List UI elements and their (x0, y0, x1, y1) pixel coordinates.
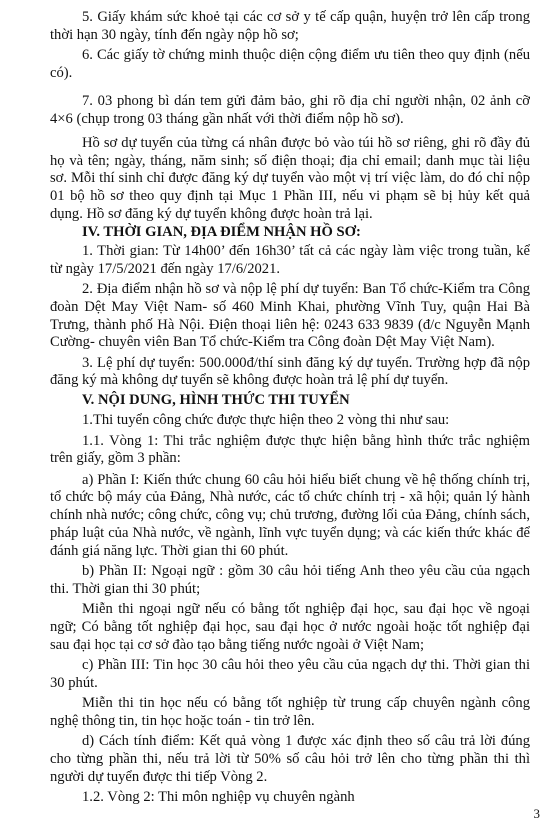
para-dia-diem-line-2: đoàn Dệt May Việt Nam- số 460 Minh Khai, phường Vĩnh Tuy, quận Hai Bà (50, 298, 530, 315)
para-le-phi-line-1: 3. Lệ phí dự tuyển: 500.000đ/thí sinh đăng ký dự tuyển. Trường hợp đã nộp (82, 354, 530, 371)
para-hoso-line-2: họ và tên; ngày, tháng, năm sinh; số điện thoại; địa chỉ email; danh mục tài liệu (50, 152, 530, 169)
para-thoi-gian-line-1: 1. Thời gian: Từ 14h00’ đến 16h30’ tất cả các ngày làm việc trong tuần, kể (82, 243, 530, 259)
para-dia-diem-line-3: Trưng, thành phố Hà Nội. Điện thoại liên hệ: 0243 633 9839 (đ/c Nguyễn Mạnh (50, 316, 530, 333)
para-mien-nn-line-2: ngữ; Có bằng tốt nghiệp đại học, sau đại học ở nước ngoài hoặc tốt nghiệp đại (50, 618, 530, 635)
para-phan-3-line-2: 30 phút. (50, 674, 98, 691)
para-vong-1-line-1: 1.1. Vòng 1: Thi trắc nghiệm được thực hiện bằng hình thức trắc nghiệm (82, 432, 530, 449)
para-item-5-line-2: thời hạn 30 ngày, tính đến ngày nộp hồ sơ; (50, 26, 299, 43)
para-phan-1-line-2: tổ chức bộ máy của Đảng, Nhà nước, các tổ chức chính trị - xã hội; quản lý hành (50, 489, 530, 506)
para-phan-1-line-1: a) Phần I: Kiến thức chung 60 câu hỏi hiểu biết chung về hệ thống chính trị, (82, 471, 530, 488)
para-dia-diem-line-1: 2. Địa điểm nhận hồ sơ và nộp lệ phí dự tuyển: Ban Tổ chức-Kiểm tra Công (82, 281, 530, 298)
para-hoso-line-3: sơ. Mỗi thí sinh chỉ được đăng ký dự tuyển vào một vị trí việc làm, do đó chỉ nộp (50, 170, 530, 187)
para-dia-diem-line-4: Cường- chuyên viên Ban Tổ chức-Kiểm tra Công đoàn Dệt May Việt Nam). (50, 334, 495, 351)
para-item-6-line-1: 6. Các giấy tờ chứng minh thuộc diện cộng điểm ưu tiên theo quy định (nếu (82, 47, 530, 64)
page-number: 3 (533, 806, 540, 821)
para-mien-th-line-1: Miễn thi tin học nếu có bằng tốt nghiệp từ trung cấp chuyên ngành công (82, 695, 530, 711)
para-phan-1-line-4: pháp luật của Nhà nước, về ngành, lĩnh vực tuyển dụng; và các kiến thức khác để (50, 524, 530, 541)
para-item-6-line-2: có). (50, 64, 73, 81)
section-heading-v: V. NỘI DUNG, HÌNH THỨC THI TUYỂN (82, 391, 350, 408)
para-phan-2-line-2: thi. Thời gian thi 30 phút; (50, 580, 201, 597)
para-item-7-line-2: 4×6 (chụp trong 03 tháng gần nhất với thời điểm nộp hồ sơ). (50, 110, 404, 127)
para-phan-2-line-1: b) Phần II: Ngoại ngữ : gồm 30 câu hỏi tiếng Anh theo yêu cầu của ngạch (82, 563, 530, 579)
para-vong-1-line-2: trên giấy, gồm 3 phần: (50, 450, 181, 467)
para-item-7-line-1: 7. 03 phong bì dán tem gửi đảm bảo, ghi rõ địa chỉ người nhận, 02 ảnh cỡ (82, 93, 530, 110)
para-le-phi-line-2: đăng ký mà không dự tuyển sẽ không được hoàn trả lệ phí dự tuyển. (50, 372, 449, 389)
para-hoso-line-4: 01 bộ hồ sơ theo quy định tại Mục 1 Phần III, nếu vi phạm sẽ bị hủy kết quả (50, 188, 530, 204)
para-vong-thi: 1.Thi tuyển công chức được thực hiện theo 2 vòng thi như sau: (82, 412, 450, 429)
para-phan-3-line-1: c) Phần III: Tin học 30 câu hỏi theo yêu cầu của ngạch dự thi. Thời gian thi (82, 656, 530, 673)
para-tinh-diem-line-2: cho từng phần thi, nếu trả lời từ 50% số câu hỏi trở lên cho từng phần thi thì (50, 750, 530, 767)
para-mien-th-line-2: nghệ thông tin, tin học hoặc toán - tin trở lên. (50, 712, 315, 729)
section-heading-iv: IV. THỜI GIAN, ĐỊA ĐIỂM NHẬN HỒ SƠ: (82, 224, 361, 241)
para-hoso-line-5: dụng. Hồ sơ đăng ký dự tuyển không được hoàn trả lại. (50, 205, 373, 222)
para-phan-1-line-3: chính nhà nước; công chức, công vụ; chủ trương, đường lối của Đảng, chính sách, (50, 507, 530, 524)
para-vong-2: 1.2. Vòng 2: Thi môn nghiệp vụ chuyên ngành (82, 789, 355, 805)
para-phan-1-line-5: đánh giá năng lực. Thời gian thi 60 phút. (50, 542, 289, 559)
para-mien-nn-line-3: sau đại học tại cơ sở đào tạo bằng tiếng nước ngoài ở Việt Nam; (50, 636, 425, 653)
para-hoso-line-1: Hồ sơ dự tuyển của từng cá nhân được bỏ vào túi hồ sơ riêng, ghi rõ đầy đủ (82, 134, 530, 151)
para-tinh-diem-line-3: người dự tuyển được thi tiếp Vòng 2. (50, 768, 268, 785)
para-thoi-gian-line-2: từ ngày 17/5/2021 đến ngày 17/6/2021. (50, 260, 281, 277)
para-item-5-line-1: 5. Giấy khám sức khoẻ tại các cơ sở y tế cấp quận, huyện trở lên cấp trong (82, 9, 530, 25)
para-mien-nn-line-1: Miễn thi ngoại ngữ nếu có bằng tốt nghiệp đại học, sau đại học về ngoại (82, 601, 530, 618)
para-tinh-diem-line-1: d) Cách tính điểm: Kết quả vòng 1 được xác định theo số câu trả lời đúng (82, 733, 530, 750)
